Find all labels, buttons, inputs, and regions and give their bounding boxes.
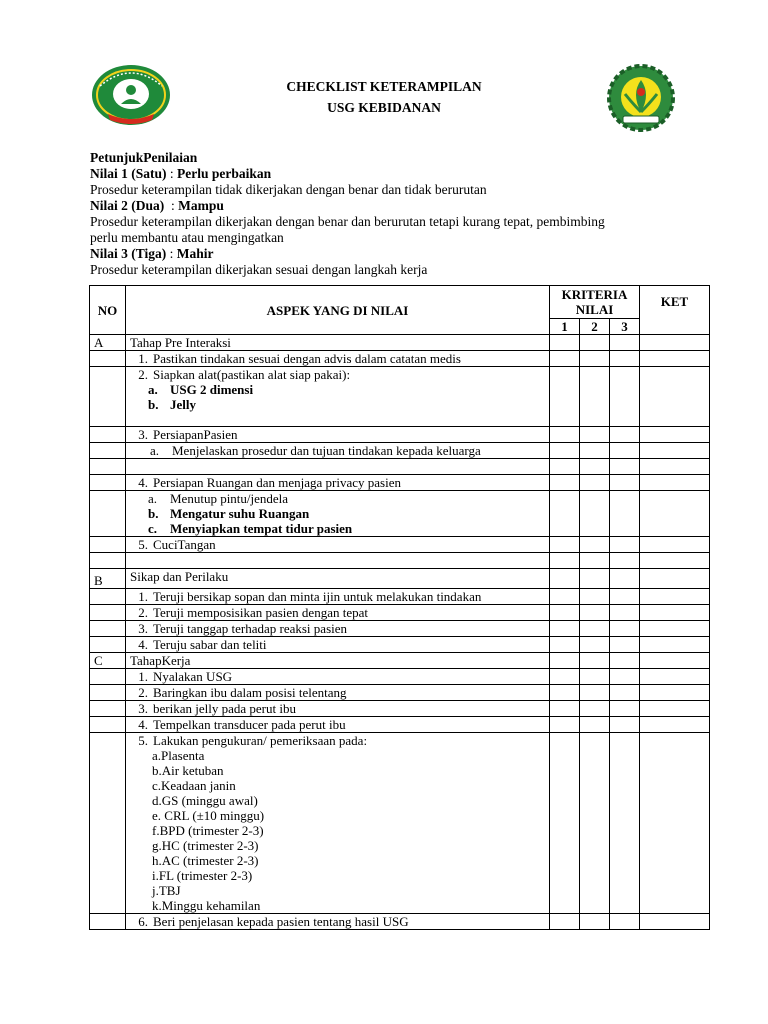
measurement-item: a.Plasenta <box>152 748 205 763</box>
ket-cell[interactable] <box>640 335 710 351</box>
header-score-3: 3 <box>610 319 640 335</box>
measurement-item: d.GS (minggu awal) <box>152 793 258 808</box>
no-cell <box>90 621 126 637</box>
item-number: 5. <box>138 537 148 552</box>
score-cell[interactable] <box>550 685 580 701</box>
no-cell <box>90 553 126 569</box>
score-cell[interactable] <box>610 491 640 537</box>
no-cell <box>90 717 126 733</box>
section-title-a: Tahap Pre Interaksi <box>126 335 550 351</box>
score-cell[interactable] <box>610 335 640 351</box>
table-row <box>90 717 710 733</box>
table-row <box>90 605 710 621</box>
score-1-sep: : <box>166 166 178 181</box>
measurement-list <box>130 748 549 913</box>
table-row <box>90 367 710 427</box>
header-score-2: 2 <box>580 319 610 335</box>
no-cell <box>90 701 126 717</box>
stray-rule <box>692 684 706 685</box>
score-cell[interactable] <box>580 669 610 685</box>
score-cell[interactable] <box>610 621 640 637</box>
ket-cell[interactable] <box>640 621 710 637</box>
score-cell[interactable] <box>550 335 580 351</box>
sub-text: Mengatur suhu Ruangan <box>170 506 310 521</box>
score-cell[interactable] <box>550 475 580 491</box>
assessment-instructions <box>90 150 690 278</box>
score-cell[interactable] <box>610 717 640 733</box>
score-cell[interactable] <box>550 589 580 605</box>
item-text: Pastikan tindakan sesuai dengan advis dalam catatan medis <box>153 351 461 366</box>
item-number: 3. <box>138 621 148 636</box>
ket-cell[interactable] <box>640 669 710 685</box>
table-row <box>90 685 710 701</box>
score-cell[interactable] <box>610 701 640 717</box>
sub-text: Menjelaskan prosedur dan tujuan tindakan kepada keluarga <box>172 443 481 458</box>
measurement-item: j.TBJ <box>152 883 181 898</box>
score-cell[interactable] <box>550 427 580 443</box>
score-cell[interactable] <box>550 669 580 685</box>
item-number: 1. <box>138 351 148 366</box>
score-cell[interactable] <box>580 914 610 930</box>
score-cell[interactable] <box>550 701 580 717</box>
score-cell[interactable] <box>580 537 610 553</box>
sub-letter: a. <box>150 443 160 458</box>
table-row <box>90 701 710 717</box>
institution-emblem-logo <box>601 64 681 132</box>
item-number: 3. <box>138 701 148 716</box>
no-cell <box>90 685 126 701</box>
score-cell[interactable] <box>550 367 580 427</box>
no-cell <box>90 459 126 475</box>
item-line <box>130 367 549 382</box>
section-letter-a: A <box>90 335 126 351</box>
score-2-label: Nilai 2 (Dua) <box>90 198 165 213</box>
item-a4 <box>126 475 550 491</box>
ket-cell[interactable] <box>640 459 710 475</box>
score-cell[interactable] <box>610 914 640 930</box>
measurement-item: k.Minggu kehamilan <box>152 898 261 913</box>
item-text: Lakukan pengukuran/ pemeriksaan pada: <box>153 733 368 748</box>
score-3-desc: Prosedur keterampilan dikerjakan sesuai dengan langkah kerja <box>90 262 428 277</box>
score-cell[interactable] <box>580 459 610 475</box>
score-cell[interactable] <box>610 475 640 491</box>
sub-letter: a. <box>148 491 158 506</box>
score-cell[interactable] <box>610 685 640 701</box>
header-criteria-line2: NILAI <box>575 302 614 317</box>
score-cell[interactable] <box>610 443 640 459</box>
item-text: Nyalakan USG <box>153 669 233 684</box>
item-number: 1. <box>138 669 148 684</box>
score-cell[interactable] <box>610 589 640 605</box>
header-criteria <box>550 286 640 319</box>
score-1-value: Perlu perbaikan <box>177 166 272 181</box>
score-cell[interactable] <box>550 537 580 553</box>
ket-cell[interactable] <box>640 733 710 914</box>
no-cell <box>90 475 126 491</box>
table-row <box>90 459 710 475</box>
score-cell[interactable] <box>610 569 640 589</box>
item-c4 <box>126 717 550 733</box>
table-row <box>90 589 710 605</box>
score-cell[interactable] <box>610 459 640 475</box>
item-number: 6. <box>138 914 148 929</box>
table-row <box>90 653 710 669</box>
sub-item <box>130 397 549 412</box>
sub-letter: a. <box>148 382 158 397</box>
table-row <box>90 475 710 491</box>
sub-item <box>130 382 549 397</box>
item-b4 <box>126 637 550 653</box>
sub-text: Menutup pintu/jendela <box>170 491 289 506</box>
score-cell[interactable] <box>550 621 580 637</box>
item-number: 5. <box>138 733 148 748</box>
item-c3 <box>126 701 550 717</box>
item-c6 <box>126 914 550 930</box>
table-row <box>90 733 710 914</box>
item-text: PersiapanPasien <box>153 427 238 442</box>
page-title: CHECKLIST KETERAMPILAN <box>286 79 482 94</box>
item-text: Persiapan Ruangan dan menjaga privacy pasien <box>153 475 401 490</box>
score-cell[interactable] <box>610 553 640 569</box>
item-text: Baringkan ibu dalam posisi telentang <box>153 685 347 700</box>
score-cell[interactable] <box>580 427 610 443</box>
measurement-item: f.BPD (trimester 2-3) <box>152 823 264 838</box>
no-cell <box>90 443 126 459</box>
ket-cell[interactable] <box>640 427 710 443</box>
score-cell[interactable] <box>580 685 610 701</box>
score-cell[interactable] <box>610 653 640 669</box>
checklist-table <box>89 285 710 930</box>
ket-cell[interactable] <box>640 491 710 537</box>
no-cell <box>90 367 126 427</box>
score-cell[interactable] <box>580 637 610 653</box>
ket-cell[interactable] <box>640 605 710 621</box>
sub-text: Menyiapkan tempat tidur pasien <box>170 521 353 536</box>
score-cell[interactable] <box>580 335 610 351</box>
item-number: 3. <box>138 427 148 442</box>
measurement-item: g.HC (trimester 2-3) <box>152 838 259 853</box>
item-a1 <box>126 351 550 367</box>
score-cell[interactable] <box>550 351 580 367</box>
empty-cell <box>126 459 550 475</box>
score-cell[interactable] <box>580 701 610 717</box>
item-number: 2. <box>138 367 148 382</box>
item-text: Teruju sabar dan teliti <box>153 637 267 652</box>
score-cell[interactable] <box>580 553 610 569</box>
table-row <box>90 335 710 351</box>
sub-item <box>148 521 549 536</box>
ket-cell[interactable] <box>640 914 710 930</box>
score-2-desc-line1: Prosedur keterampilan dikerjakan dengan benar dan berurutan tetapi kurang tepat, pembimbing <box>90 214 605 229</box>
score-cell[interactable] <box>610 733 640 914</box>
sub-letter: b. <box>148 397 159 412</box>
measurement-item: h.AC (trimester 2-3) <box>152 853 259 868</box>
score-cell[interactable] <box>550 491 580 537</box>
item-number: 4. <box>138 637 148 652</box>
score-cell[interactable] <box>550 637 580 653</box>
header-aspect: ASPEK YANG DI NILAI <box>126 286 550 335</box>
sub-item <box>148 491 549 506</box>
score-cell[interactable] <box>610 367 640 427</box>
score-2-desc-line2: perlu membantu atau mengingatkan <box>90 230 284 245</box>
item-a5 <box>126 537 550 553</box>
score-3-value: Mahir <box>176 246 214 261</box>
score-2-value: Mampu <box>178 198 224 213</box>
item-c1 <box>126 669 550 685</box>
score-cell[interactable] <box>610 537 640 553</box>
item-number: 4. <box>138 475 148 490</box>
score-cell[interactable] <box>580 589 610 605</box>
score-cell[interactable] <box>610 669 640 685</box>
score-2-line <box>90 198 690 214</box>
table-row <box>90 669 710 685</box>
no-cell <box>90 637 126 653</box>
score-cell[interactable] <box>550 569 580 589</box>
score-cell[interactable] <box>550 443 580 459</box>
score-cell[interactable] <box>610 605 640 621</box>
section-title-c: TahapKerja <box>126 653 550 669</box>
yayasan-indah-logo <box>90 64 172 128</box>
measurement-item: i.FL (trimester 2-3) <box>152 868 253 883</box>
item-b1 <box>126 589 550 605</box>
score-3-line <box>90 246 690 262</box>
header-ket: KET <box>640 286 710 335</box>
score-cell[interactable] <box>580 605 610 621</box>
section-title-b: Sikap dan Perilaku <box>126 569 550 589</box>
item-text: Teruji bersikap sopan dan minta ijin untuk melakukan tindakan <box>153 589 482 604</box>
item-number: 4. <box>138 717 148 732</box>
no-cell <box>90 589 126 605</box>
ket-cell[interactable] <box>640 475 710 491</box>
ket-cell[interactable] <box>640 537 710 553</box>
score-cell[interactable] <box>580 621 610 637</box>
page-subtitle: USG KEBIDANAN <box>327 100 441 115</box>
score-3-label: Nilai 3 (Tiga) <box>90 246 167 261</box>
header-criteria-line1: KRITERIA <box>561 287 628 302</box>
item-number: 1. <box>138 589 148 604</box>
score-cell[interactable] <box>580 717 610 733</box>
item-text: Tempelkan transducer pada perut ibu <box>153 717 346 732</box>
table-row <box>90 637 710 653</box>
table-row <box>90 491 710 537</box>
empty-cell <box>126 553 550 569</box>
score-cell[interactable] <box>580 653 610 669</box>
score-cell[interactable] <box>580 367 610 427</box>
section-letter-b: B <box>90 569 126 589</box>
ket-cell[interactable] <box>640 701 710 717</box>
table-row <box>90 443 710 459</box>
score-1-desc: Prosedur keterampilan tidak dikerjakan dengan benar dan tidak berurutan <box>90 182 487 197</box>
no-cell <box>90 491 126 537</box>
no-cell <box>90 427 126 443</box>
no-cell <box>90 733 126 914</box>
item-a3a <box>126 443 550 459</box>
sub-text: USG 2 dimensi <box>170 382 254 397</box>
score-cell[interactable] <box>550 914 580 930</box>
score-cell[interactable] <box>580 491 610 537</box>
ket-cell[interactable] <box>640 685 710 701</box>
ket-cell[interactable] <box>640 367 710 427</box>
table-row <box>90 569 710 589</box>
ket-cell[interactable] <box>640 653 710 669</box>
section-letter-c: C <box>90 653 126 669</box>
sub-letter: b. <box>148 506 159 521</box>
ket-cell[interactable] <box>640 637 710 653</box>
ket-cell[interactable] <box>640 351 710 367</box>
item-a3 <box>126 427 550 443</box>
no-cell <box>90 605 126 621</box>
score-cell[interactable] <box>580 569 610 589</box>
item-text: CuciTangan <box>153 537 216 552</box>
score-cell[interactable] <box>580 443 610 459</box>
score-cell[interactable] <box>550 553 580 569</box>
item-b2 <box>126 605 550 621</box>
measurement-item: b.Air ketuban <box>152 763 224 778</box>
table-row <box>90 351 710 367</box>
sub-letter: c. <box>148 521 158 536</box>
table-row <box>90 553 710 569</box>
score-cell[interactable] <box>580 351 610 367</box>
item-c2 <box>126 685 550 701</box>
table-row <box>90 621 710 637</box>
score-1-label: Nilai 1 (Satu) <box>90 166 167 181</box>
ket-cell[interactable] <box>640 717 710 733</box>
score-cell[interactable] <box>580 733 610 914</box>
no-cell <box>90 351 126 367</box>
item-number: 2. <box>138 605 148 620</box>
sub-text: Jelly <box>170 397 196 412</box>
no-cell <box>90 914 126 930</box>
score-2-sep: : <box>164 198 179 213</box>
instructions-title: PetunjukPenilaian <box>90 150 198 165</box>
item-text: Teruji memposisikan pasien dengan tepat <box>153 605 368 620</box>
item-text: Teruji tanggap terhadap reaksi pasien <box>153 621 348 636</box>
ket-cell[interactable] <box>640 589 710 605</box>
measurement-item: e. CRL (±10 minggu) <box>152 808 265 823</box>
measurement-item: c.Keadaan janin <box>152 778 236 793</box>
no-cell <box>90 669 126 685</box>
item-number: 2. <box>138 685 148 700</box>
score-cell[interactable] <box>550 459 580 475</box>
score-cell[interactable] <box>550 733 580 914</box>
score-cell[interactable] <box>580 475 610 491</box>
ket-cell[interactable] <box>640 443 710 459</box>
score-cell[interactable] <box>610 351 640 367</box>
score-cell[interactable] <box>550 717 580 733</box>
ket-cell[interactable] <box>640 569 710 589</box>
score-cell[interactable] <box>610 427 640 443</box>
item-c5 <box>126 733 550 914</box>
item-a2 <box>126 367 550 427</box>
score-cell[interactable] <box>550 605 580 621</box>
table-row <box>90 537 710 553</box>
header-no: NO <box>90 286 126 335</box>
score-3-sep: : <box>166 246 177 261</box>
score-1-line <box>90 166 690 182</box>
item-text: berikan jelly pada perut ibu <box>153 701 296 716</box>
item-text: Siapkan alat(pastikan alat siap pakai): <box>153 367 351 382</box>
item-line <box>130 733 549 748</box>
table-row <box>90 914 710 930</box>
header-score-1: 1 <box>550 319 580 335</box>
ket-cell[interactable] <box>640 553 710 569</box>
item-text: Beri penjelasan kepada pasien tentang hasil USG <box>153 914 409 929</box>
item-a4-subs <box>126 491 550 537</box>
no-cell <box>90 537 126 553</box>
sub-item <box>148 506 549 521</box>
score-cell[interactable] <box>550 653 580 669</box>
score-cell[interactable] <box>610 637 640 653</box>
item-b3 <box>126 621 550 637</box>
table-row <box>90 427 710 443</box>
